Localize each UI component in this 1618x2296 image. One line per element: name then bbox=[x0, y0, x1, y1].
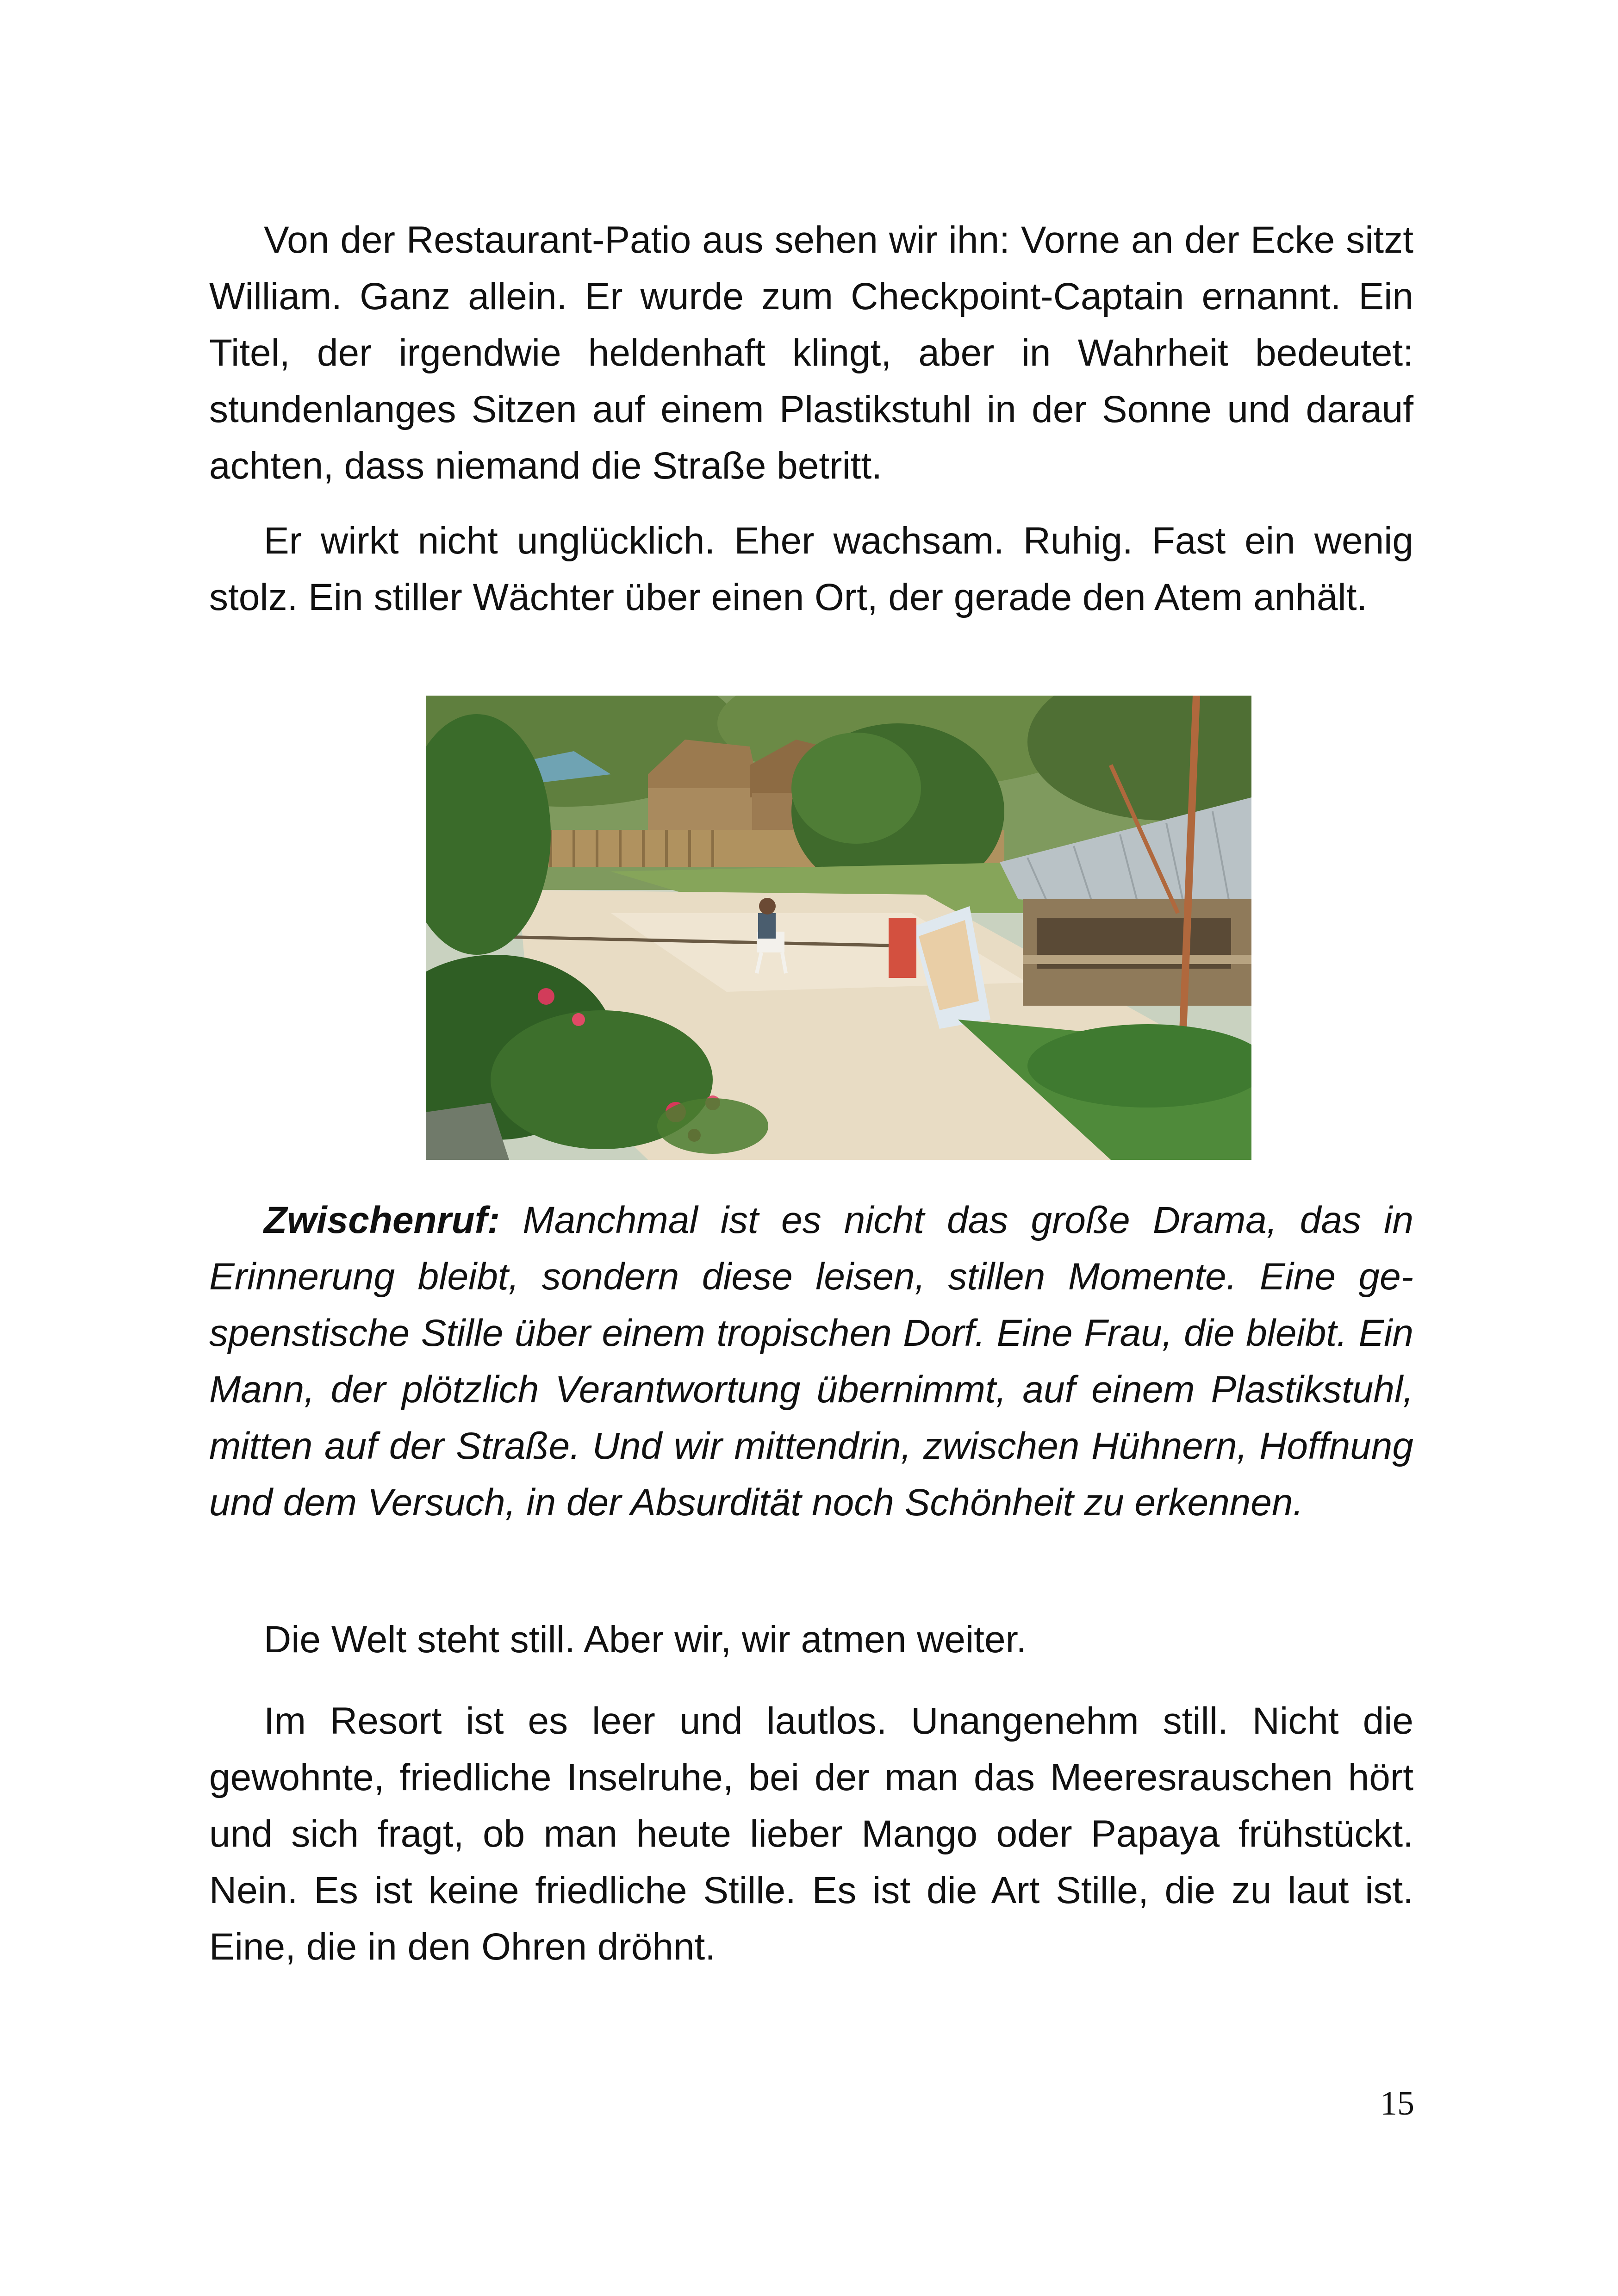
page-number: 15 bbox=[1380, 2084, 1414, 2122]
paragraph-2: Er wirkt nicht unglücklich. Eher wachsam. Ruhig. Fast ein wenig stolz. Ein stiller Wächter über einen Ort, der gerade den Atem anhält. bbox=[209, 520, 1413, 618]
interjection-paragraph bbox=[209, 1192, 1413, 1531]
paragraph-4: Die Welt steht still. Aber wir, wir atmen weiter. bbox=[264, 1618, 1027, 1661]
village-checkpoint-photo bbox=[426, 696, 1251, 1160]
photo-illustration bbox=[426, 696, 1251, 1160]
paragraph-5: Im Resort ist es leer und lautlos. Unangenehm still. Nicht die gewohnte, friedliche Inselruhe, bei der man das Meeresrauschen hört und sich fragt, ob man heute lieber Mango oder Papaya frühstückt. Nein. Es ist keine friedliche Stille. Es ist die Art Stille, die zu laut ist. Eine, die in den Ohren dröhnt. bbox=[209, 1700, 1413, 1968]
paragraph-1: Von der Restaurant-Patio aus sehen wir ihn: Vorne an der Ecke sitzt William. Ganz allein. Er wurde zum Checkpoint-Captain ernannt. Ein Titel, der irgendwie heldenhaft klingt, aber in Wahrheit bedeutet: stundenlanges Sitzen auf einem Plastikstuhl in der Sonne und darauf achten, dass niemand die Straße betritt. bbox=[209, 219, 1413, 487]
interjection-lead: Zwischenruf: bbox=[264, 1199, 500, 1241]
interjection-text: Manchmal ist es nicht das große Drama, das in Erinnerung bleibt, sondern diese leisen, stillen Momente. Eine gespenstische Stille über einem tropischen Dorf. Eine Frau, die bleibt. Ein Mann, der plötzlich Verantwortung übernimmt, auf einem Plastikstuhl, mitten auf der Straße. Und wir mittendrin, zwischen Hühnern, Hoffnung und dem Versuch, in der Absurdität noch Schönheit zu erkennen. bbox=[209, 1199, 1413, 1524]
